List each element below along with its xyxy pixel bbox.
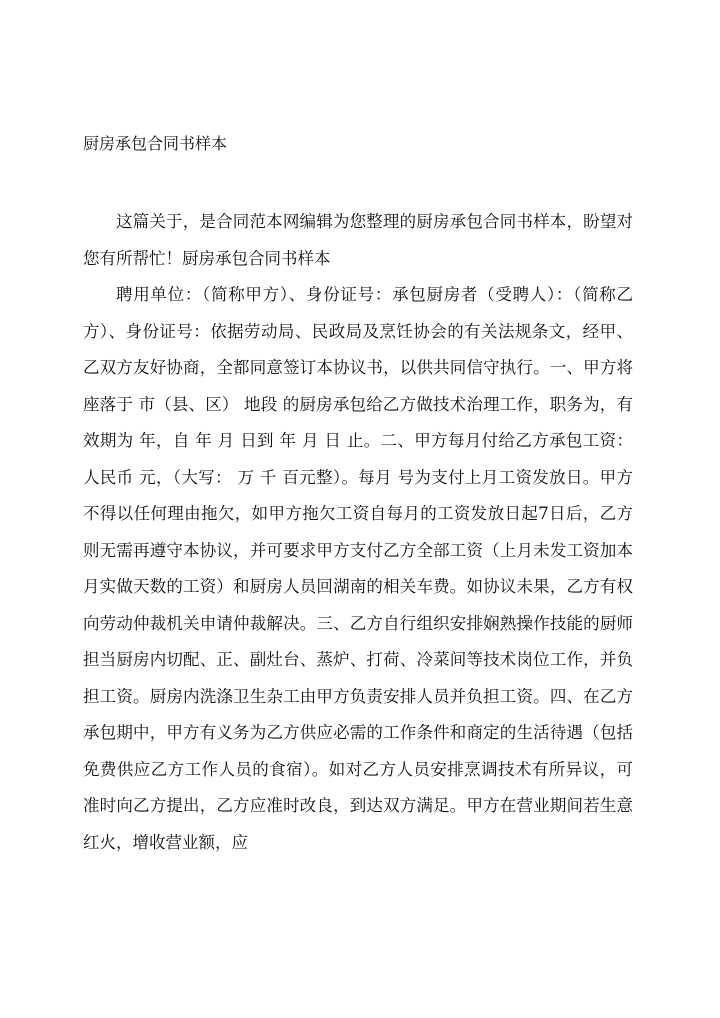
- document-title: 厨房承包合同书样本: [83, 134, 228, 153]
- document-body: [83, 204, 633, 861]
- paragraph-contract-terms: 聘用单位：（简称甲方）、身份证号：承包厨房者（受聘人）：（简称乙方）、身份证号：依据劳动局、民政局及烹饪协会的有关法规条文，经甲、乙双方友好协商，全都同意签订本协议书，以供共同信守执行。一、甲方将座落于 市（县、区） 地段 的厨房承包给乙方做技术治理工作，职务为，有效期为 年，自 年 月 日到 年 月 日 止。二、甲方每月付给乙方承包工资：人民币 元，（大写： 万 千 百元整）。每月 号为支付上月工资发放日。甲方不得以任何理由拖欠，如甲方拖欠工资自每月的工资发放日起7日后，乙方则无需再遵守本协议，并可要求甲方支付乙方全部工资（上月未发工资加本月实做天数的工资）和厨房人员回湖南的相关车费。如协议未果，乙方有权向劳动仲裁机关申请仲裁解决。三、乙方自行组织安排娴熟操作技能的厨师担当厨房内切配、正、副灶台、蒸炉、打荷、冷菜间等技术岗位工作，并负担工资。厨房内洗涤卫生杂工由甲方负责安排人员并负担工资。四、在乙方承包期中，甲方有义务为乙方供应必需的工作条件和商定的生活待遇（包括免费供应乙方工作人员的食宿）。如对乙方人员安排烹调技术有所异议，可准时向乙方提出，乙方应准时改良，到达双方满足。甲方在营业期间若生意红火，增收营业额，应: [83, 285, 633, 852]
- paragraph-intro: 这篇关于，是合同范本网编辑为您整理的厨房承包合同书样本，盼望对您有所帮忙！厨房承包合同书样本: [83, 212, 633, 268]
